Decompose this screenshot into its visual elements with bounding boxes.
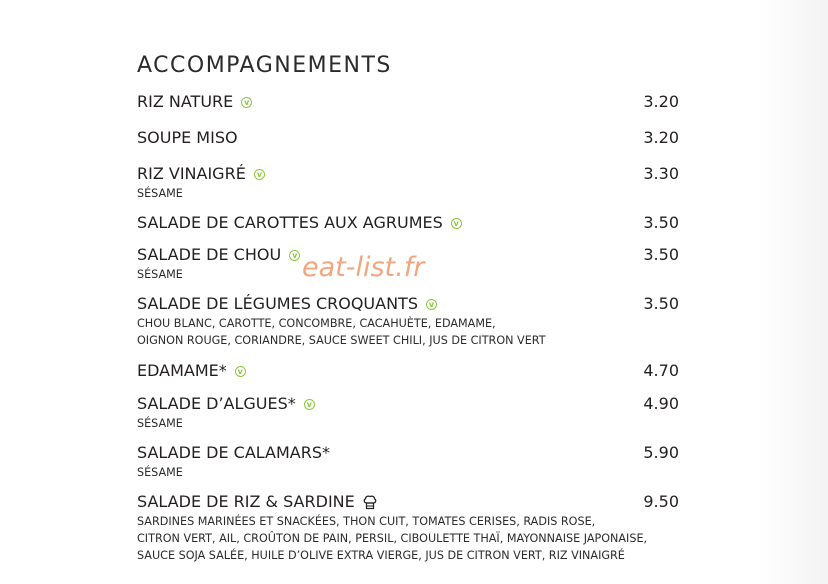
menu-item-row: [137, 492, 679, 512]
menu-item-row: [137, 294, 679, 314]
menu-item-name: [137, 164, 265, 184]
menu-item: [137, 128, 679, 148]
menu-item-row: [137, 92, 679, 112]
menu-item-name-text: SALADE DE CALAMARS*: [137, 443, 331, 462]
vegetarian-icon: v: [451, 218, 462, 229]
menu-item-name-text: SALADE DE CHOU: [137, 245, 282, 264]
menu-item-price: 3.30: [643, 164, 679, 183]
menu-item: [137, 492, 679, 564]
menu-item-description: SÉSAME: [137, 466, 183, 479]
menu-item-name-text: EDAMAME*: [137, 361, 227, 380]
menu-item-name: [137, 245, 300, 265]
menu-item-name-text: RIZ NATURE: [137, 92, 234, 111]
menu-item: [137, 92, 679, 112]
menu-item-name-text: RIZ VINAIGRÉ: [137, 164, 246, 183]
menu-item-description: SÉSAME: [137, 187, 183, 200]
watermark: eat-list.fr: [302, 252, 425, 283]
menu-item-name-text: SALADE DE LÉGUMES CROQUANTS: [137, 294, 418, 313]
vegetarian-icon: v: [289, 250, 300, 261]
menu-item-price: 3.50: [643, 245, 679, 264]
menu-item-name-text: SALADE DE RIZ & SARDINE: [137, 492, 355, 511]
menu-item-price: 3.20: [643, 92, 679, 111]
vegetarian-icon: v: [254, 169, 265, 180]
menu-item-name-text: SOUPE MISO: [137, 128, 238, 147]
vegetarian-icon: v: [304, 399, 315, 410]
section-title: ACCOMPAGNEMENTS: [137, 52, 392, 78]
menu-item-row: [137, 213, 679, 233]
menu-item-price: 4.70: [643, 361, 679, 380]
menu-item: [137, 213, 679, 233]
menu-item-description: SÉSAME: [137, 417, 183, 430]
page-edge-shade: [758, 0, 828, 584]
menu-item-name: [137, 492, 377, 512]
menu-item-row: [137, 394, 679, 414]
menu-item-description: CHOU BLANC, CAROTTE, CONCOMBRE, CACAHUÈTE, EDAMAME,: [137, 317, 496, 330]
menu-item-description: CITRON VERT, AIL, CROÛTON DE PAIN, PERSIL, CIBOULETTE THAÏ, MAYONNAISE JAPONAISE,: [137, 532, 648, 545]
menu-item-name: [137, 294, 437, 314]
menu-item: [137, 361, 679, 381]
menu-item-description: OIGNON ROUGE, CORIANDRE, SAUCE SWEET CHILI, JUS DE CITRON VERT: [137, 334, 546, 347]
menu-item: [137, 164, 679, 202]
vegetarian-icon: v: [241, 97, 252, 108]
menu-item-description: SARDINES MARINÉES ET SNACKÉES, THON CUIT, TOMATES CERISES, RADIS ROSE,: [137, 515, 596, 528]
vegetarian-icon: v: [235, 366, 246, 377]
menu-item-row: [137, 361, 679, 381]
menu-item-row: [137, 128, 679, 148]
menu-item-name: [137, 361, 246, 381]
menu-item-price: 3.50: [643, 294, 679, 313]
menu-item: [137, 443, 679, 481]
menu-item-name: [137, 443, 330, 463]
menu-item-row: [137, 443, 679, 463]
menu-item-name-text: SALADE D’ALGUES*: [137, 394, 296, 413]
menu-item-description: SÉSAME: [137, 268, 183, 281]
menu-item-price: 3.20: [643, 128, 679, 147]
chef-hat-icon: [363, 494, 377, 510]
menu-item-name: [137, 128, 238, 148]
vegetarian-icon: v: [426, 299, 437, 310]
menu-item-price: 4.90: [643, 394, 679, 413]
menu-item-name-text: SALADE DE CAROTTES AUX AGRUMES: [137, 213, 443, 232]
menu-item-price: 9.50: [643, 492, 679, 511]
menu-item-name: [137, 213, 462, 233]
menu-item-price: 3.50: [643, 213, 679, 232]
menu-item-name: [137, 92, 252, 112]
menu-item: [137, 294, 679, 349]
menu-item-row: [137, 164, 679, 184]
menu-item-name: [137, 394, 315, 414]
menu-item-price: 5.90: [643, 443, 679, 462]
menu-item: [137, 394, 679, 432]
menu-item-description: SAUCE SOJA SALÉE, HUILE D’OLIVE EXTRA VIERGE, JUS DE CITRON VERT, RIZ VINAIGRÉ: [137, 549, 625, 562]
